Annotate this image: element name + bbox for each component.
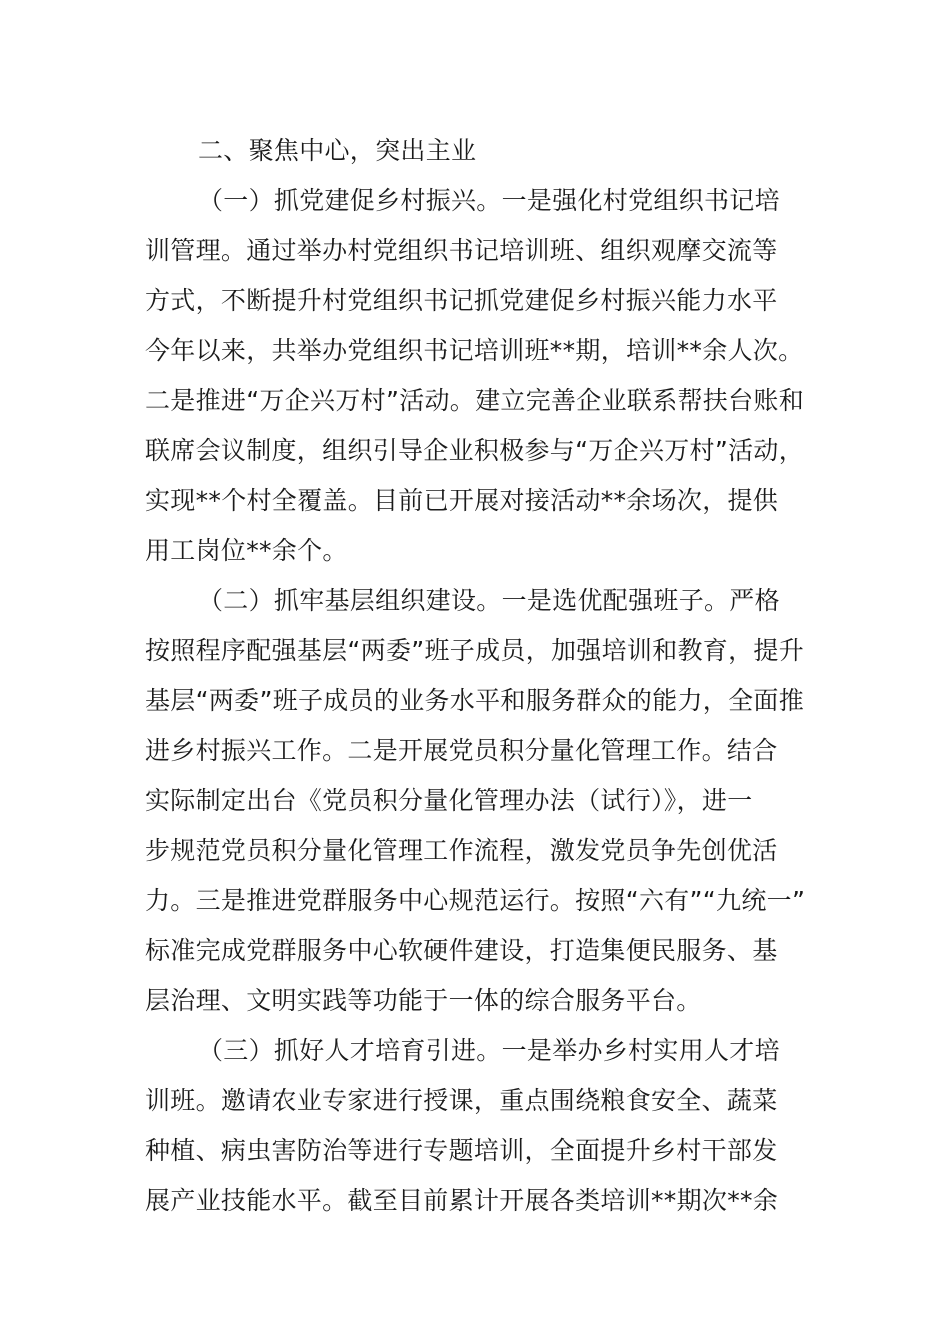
paragraph-2-line-8: 标准完成党群服务中心软硬件建设，打造集便民服务、基 — [145, 936, 778, 965]
paragraph-1-line-8: 用工岗位**余个。 — [145, 536, 348, 565]
paragraph-1-line-1: （一）抓党建促乡村振兴。一是强化村党组织书记培 — [198, 186, 780, 215]
paragraph-2-line-7: 力。三是推进党群服务中心规范运行。按照“六有”“九统一” — [145, 886, 806, 915]
paragraph-2-line-4: 进乡村振兴工作。二是开展党员积分量化管理工作。结合 — [145, 736, 778, 765]
paragraph-1-line-4: 今年以来，共举办党组织书记培训班**期，培训**余人次。 — [145, 336, 804, 365]
paragraph-2-line-1: （二）抓牢基层组织建设。一是选优配强班子。严格 — [198, 586, 780, 615]
paragraph-3-line-1: （三）抓好人才培育引进。一是举办乡村实用人才培 — [198, 1036, 780, 1065]
paragraph-2-line-3: 基层“两委”班子成员的业务水平和服务群众的能力，全面推 — [145, 686, 805, 715]
paragraph-1-line-5: 二是推进“万企兴万村”活动。建立完善企业联系帮扶台账和 — [145, 386, 805, 415]
paragraph-3-line-3: 种植、病虫害防治等进行专题培训，全面提升乡村干部发 — [145, 1136, 778, 1165]
paragraph-2-line-9: 层治理、文明实践等功能于一体的综合服务平台。 — [145, 986, 702, 1015]
paragraph-2-line-5: 实际制定出台《党员积分量化管理办法（试行）》，进一 — [145, 786, 753, 815]
paragraph-2-line-6: 步规范党员积分量化管理工作流程，激发党员争先创优活 — [145, 836, 778, 865]
paragraph-3-line-4: 展产业技能水平。截至目前累计开展各类培训**期次**余 — [145, 1186, 779, 1215]
paragraph-1-line-3: 方式，不断提升村党组织书记抓党建促乡村振兴能力水平 — [145, 286, 778, 315]
paragraph-2-line-2: 按照程序配强基层“两委”班子成员，加强培训和教育，提升 — [145, 636, 805, 665]
paragraph-3-line-2: 训班。邀请农业专家进行授课，重点围绕粮食安全、蔬菜 — [145, 1086, 778, 1115]
paragraph-1-line-2: 训管理。通过举办村党组织书记培训班、组织观摩交流等 — [145, 236, 778, 265]
paragraph-1-line-7: 实现**个村全覆盖。目前已开展对接活动**余场次，提供 — [145, 486, 779, 515]
paragraph-1-line-6: 联席会议制度，组织引导企业积极参与“万企兴万村”活动， — [145, 436, 805, 465]
section-heading: 二、聚焦中心，突出主业 — [198, 136, 477, 165]
